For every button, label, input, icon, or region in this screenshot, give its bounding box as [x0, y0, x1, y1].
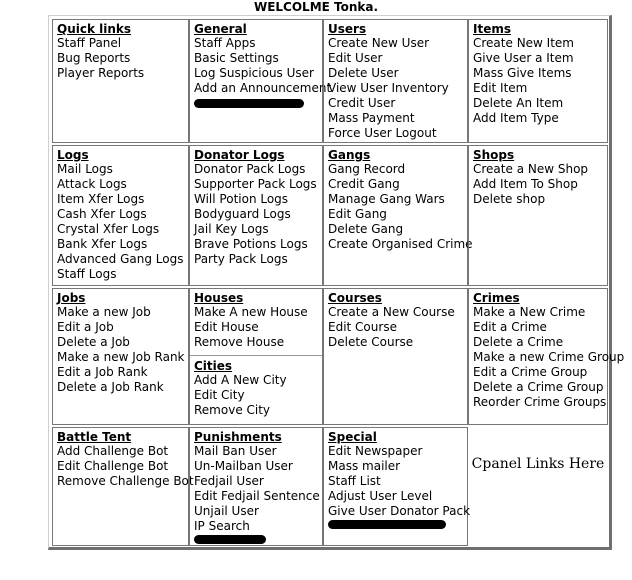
cpanel-links-note: Cpanel Links Here: [471, 456, 605, 472]
crimes-panel: [468, 288, 625, 425]
shops-title: Shops: [473, 148, 515, 162]
redacted-link: [194, 99, 304, 108]
force-user-logout-link[interactable]: Force User Logout: [328, 126, 437, 140]
special-panel: [323, 427, 471, 546]
logs-panel: [52, 145, 189, 286]
staff-logs-link[interactable]: Staff Logs: [57, 267, 117, 281]
advanced-gang-logs-link[interactable]: Advanced Gang Logs: [57, 252, 184, 266]
jobs-panel: [52, 288, 189, 425]
create-new-shop-link[interactable]: Create a New Shop: [473, 162, 589, 176]
edit-crime-group-link[interactable]: Edit a Crime Group: [473, 365, 588, 379]
edit-house-link[interactable]: Edit House: [194, 320, 259, 334]
bank-xfer-logs-link[interactable]: Bank Xfer Logs: [57, 237, 148, 251]
give-user-item-link[interactable]: Give User a Item: [473, 51, 574, 65]
make-new-crime-group-link[interactable]: Make a new Crime Group: [473, 350, 625, 364]
add-item-type-link[interactable]: Add Item Type: [473, 111, 559, 125]
general-panel: [189, 19, 332, 143]
remove-city-link[interactable]: Remove City: [194, 403, 271, 417]
quick-links-panel: [52, 19, 189, 143]
houses-cities-panel: [189, 288, 323, 425]
create-new-course-link[interactable]: Create a New Course: [328, 305, 455, 319]
crystal-xfer-logs-link[interactable]: Crystal Xfer Logs: [57, 222, 160, 236]
edit-fedjail-sentence-link[interactable]: Edit Fedjail Sentence: [194, 489, 320, 503]
logs-title: Logs: [57, 148, 89, 162]
gangs-panel: [323, 145, 473, 286]
delete-crime-link[interactable]: Delete a Crime: [473, 335, 564, 349]
edit-job-rank-link[interactable]: Edit a Job Rank: [57, 365, 148, 379]
brave-potions-logs-link[interactable]: Brave Potions Logs: [194, 237, 308, 251]
jobs-title: Jobs: [57, 291, 86, 305]
welcome-heading: WELCOLME Tonka.: [253, 0, 379, 14]
remove-challenge-bot-link[interactable]: Remove Challenge Bot: [57, 474, 194, 488]
edit-gang-link[interactable]: Edit Gang: [328, 207, 387, 221]
mail-logs-link[interactable]: Mail Logs: [57, 162, 113, 176]
create-new-item-link[interactable]: Create New Item: [473, 36, 574, 50]
cities-title: Cities: [194, 359, 233, 373]
add-item-to-shop-link[interactable]: Add Item To Shop: [473, 177, 578, 191]
redacted-link: [194, 535, 266, 544]
items-panel: [468, 19, 608, 143]
mass-mailer-link[interactable]: Mass mailer: [328, 459, 401, 473]
credit-gang-link[interactable]: Credit Gang: [328, 177, 400, 191]
delete-course-link[interactable]: Delete Course: [328, 335, 414, 349]
staff-list-link[interactable]: Staff List: [328, 474, 381, 488]
general-title: General: [194, 22, 247, 36]
delete-shop-link[interactable]: Delete shop: [473, 192, 546, 206]
player-reports-link[interactable]: Player Reports: [57, 66, 145, 80]
give-user-donator-pack-link[interactable]: Give User Donator Pack: [328, 504, 471, 518]
crimes-title: Crimes: [473, 291, 520, 305]
users-panel: [323, 19, 468, 143]
edit-challenge-bot-link[interactable]: Edit Challenge Bot: [57, 459, 169, 473]
party-pack-logs-link[interactable]: Party Pack Logs: [194, 252, 288, 266]
shops-panel: [468, 145, 608, 286]
houses-title: Houses: [194, 291, 244, 305]
edit-item-link[interactable]: Edit Item: [473, 81, 528, 95]
punishments-panel: [189, 427, 323, 546]
delete-crime-group-link[interactable]: Delete a Crime Group: [473, 380, 604, 394]
supporter-pack-logs-link[interactable]: Supporter Pack Logs: [194, 177, 317, 191]
delete-job-link[interactable]: Delete a Job: [57, 335, 130, 349]
mail-ban-user-link[interactable]: Mail Ban User: [194, 444, 277, 458]
reorder-crime-groups-link[interactable]: Reorder Crime Groups: [473, 395, 607, 409]
make-new-crime-link[interactable]: Make a New Crime: [473, 305, 586, 319]
add-challenge-bot-link[interactable]: Add Challenge Bot: [57, 444, 169, 458]
special-title: Special: [328, 430, 377, 444]
remove-house-link[interactable]: Remove House: [194, 335, 285, 349]
donator-logs-title: Donator Logs: [194, 148, 285, 162]
quick-links-title: Quick links: [57, 22, 132, 36]
battle-tent-title: Battle Tent: [57, 430, 132, 444]
punishments-title: Punishments: [194, 430, 282, 444]
bodyguard-logs-link[interactable]: Bodyguard Logs: [194, 207, 291, 221]
staff-panel-link[interactable]: Staff Panel: [57, 36, 122, 50]
section-divider: [190, 355, 322, 356]
edit-city-link[interactable]: Edit City: [194, 388, 245, 402]
delete-gang-link[interactable]: Delete Gang: [328, 222, 404, 236]
edit-newspaper-link[interactable]: Edit Newspaper: [328, 444, 423, 458]
make-new-job-rank-link[interactable]: Make a new Job Rank: [57, 350, 185, 364]
delete-user-link[interactable]: Delete User: [328, 66, 399, 80]
attack-logs-link[interactable]: Attack Logs: [57, 177, 127, 191]
adjust-user-level-link[interactable]: Adjust User Level: [328, 489, 433, 503]
create-organised-crime-link[interactable]: Create Organised Crime: [328, 237, 473, 251]
item-xfer-logs-link[interactable]: Item Xfer Logs: [57, 192, 145, 206]
gangs-title: Gangs: [328, 148, 371, 162]
make-new-house-link[interactable]: Make A new House: [194, 305, 308, 319]
manage-gang-wars-link[interactable]: Manage Gang Wars: [328, 192, 445, 206]
edit-user-link[interactable]: Edit User: [328, 51, 383, 65]
delete-item-link[interactable]: Delete An Item: [473, 96, 564, 110]
mass-payment-link[interactable]: Mass Payment: [328, 111, 415, 125]
mass-give-items-link[interactable]: Mass Give Items: [473, 66, 572, 80]
ip-search-link[interactable]: IP Search: [194, 519, 250, 533]
make-new-job-link[interactable]: Make a new Job: [57, 305, 151, 319]
gang-record-link[interactable]: Gang Record: [328, 162, 406, 176]
edit-job-link[interactable]: Edit a Job: [57, 320, 114, 334]
fedjail-user-link[interactable]: Fedjail User: [194, 474, 264, 488]
donator-pack-logs-link[interactable]: Donator Pack Logs: [194, 162, 306, 176]
bug-reports-link[interactable]: Bug Reports: [57, 51, 131, 65]
courses-panel: [323, 288, 468, 425]
donator-logs-panel: [189, 145, 323, 286]
log-suspicious-user-link[interactable]: Log Suspicious User: [194, 66, 314, 80]
basic-settings-link[interactable]: Basic Settings: [194, 51, 279, 65]
jail-key-logs-link[interactable]: Jail Key Logs: [194, 222, 269, 236]
delete-job-rank-link[interactable]: Delete a Job Rank: [57, 380, 164, 394]
staff-apps-link[interactable]: Staff Apps: [194, 36, 256, 50]
courses-title: Courses: [328, 291, 382, 305]
add-announcement-link[interactable]: Add an Announcement: [194, 81, 332, 95]
edit-crime-link[interactable]: Edit a Crime: [473, 320, 547, 334]
staff-panel-frame: [48, 15, 625, 550]
battle-tent-panel: [52, 427, 194, 546]
credit-user-link[interactable]: Credit User: [328, 96, 396, 110]
cash-xfer-logs-link[interactable]: Cash Xfer Logs: [57, 207, 147, 221]
items-title: Items: [473, 22, 511, 36]
edit-course-link[interactable]: Edit Course: [328, 320, 397, 334]
create-new-user-link[interactable]: Create New User: [328, 36, 430, 50]
redacted-link: [328, 520, 446, 529]
users-title: Users: [328, 22, 367, 36]
view-user-inventory-link[interactable]: View User Inventory: [328, 81, 449, 95]
unjail-user-link[interactable]: Unjail User: [194, 504, 259, 518]
add-new-city-link[interactable]: Add A New City: [194, 373, 287, 387]
will-potion-logs-link[interactable]: Will Potion Logs: [194, 192, 289, 206]
un-mailban-user-link[interactable]: Un-Mailban User: [194, 459, 293, 473]
